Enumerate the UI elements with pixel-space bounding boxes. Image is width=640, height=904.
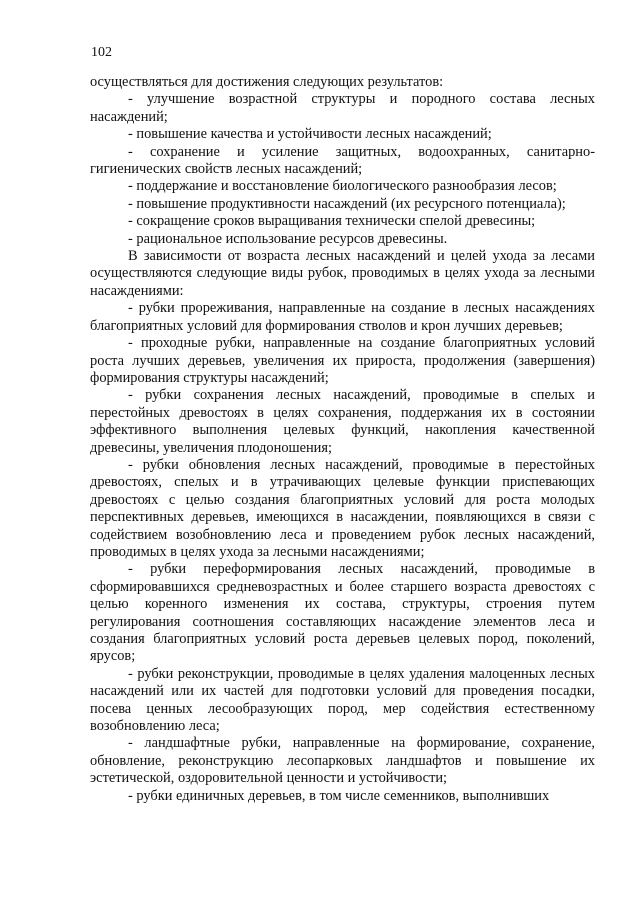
paragraph: осуществляться для достижения следующих результатов: [90,74,444,90]
list-item: - рубки сохранения лесных насаждений, проводимые в спелых и перестойных древостоях в целях сохранения, поддержания их в состоянии эффективного выполнения целевых функций, накопления качественной древесины, увеличения плодоношения; [90,387,595,456]
list-item: - повышение продуктивности насаждений (их ресурсного потенциала); [128,195,566,212]
list-item: - улучшение возрастной структуры и породного состава лесных насаждений; [90,91,595,125]
list-item: - повышение качества и устойчивости лесных насаждений; [128,126,492,143]
list-item: - проходные рубки, направленные на создание благоприятных условий роста лучших деревьев, увеличения их прироста, продолжения (завершения) формирования структуры насаждений; [90,335,595,386]
list-item: - рубки единичных деревьев, в том числе семенников, выполнивших [128,787,550,804]
text-body [90,74,595,805]
list-item: - сохранение и усиление защитных, водоохранных, санитарно-гигиенических свойств лесных насаждений; [90,143,595,178]
list-item: - сокращение сроков выращивания технически спелой древесины; [128,213,536,230]
list-item: - рубки переформирования лесных насаждений, проводимые в сформировавшихся средневозрастных и более старшего возраста древостоях с целью коренного изменения их состава, структуры, строения путем регулирования соотношения составляющих насаждение элементов леса и создания благоприятных условий роста деревьев целевых пород, поколений, ярусов; [90,561,595,665]
list-item: - рубки обновления лесных насаждений, проводимые в перестойных древостоях, спелых и в утрачивающих целевые функции приспевающих древостоях с целью создания благоприятных условий для роста молодых перспективных деревьев, имеющихся в насаждении, появляющихся в связи с содействием возобновлению леса и проведением рубок лесных насаждений, проводимых в целях ухода за лесными насаждениями; [90,456,595,560]
list-item: - поддержание и восстановление биологического разнообразия лесов; [128,178,557,195]
list-item: - рубки прореживания, направленные на создание в лесных насаждениях благоприятных условий для формирования стволов и крон лучших деревьев; [90,300,595,334]
paragraph: В зависимости от возраста лесных насаждений и целей ухода за лесами осуществляются следующие виды рубок, проводимых в целях ухода за лесными насаждениями: [90,248,595,299]
list-item: - ландшафтные рубки, направленные на формирование, сохранение, обновление, реконструкцию лесопарковых ландшафтов и повышение их эстетической, оздоровительной ценности и устойчивости; [90,735,595,787]
list-item: - рациональное использование ресурсов древесины. [128,230,448,247]
page-number: 102 [91,45,112,60]
list-item: - рубки реконструкции, проводимые в целях удаления малоценных лесных насаждений или их частей для подготовки условий для проведения посадки, посева ценных лесообразующих пород, мер содействия естественному возобновлению леса; [90,665,595,735]
